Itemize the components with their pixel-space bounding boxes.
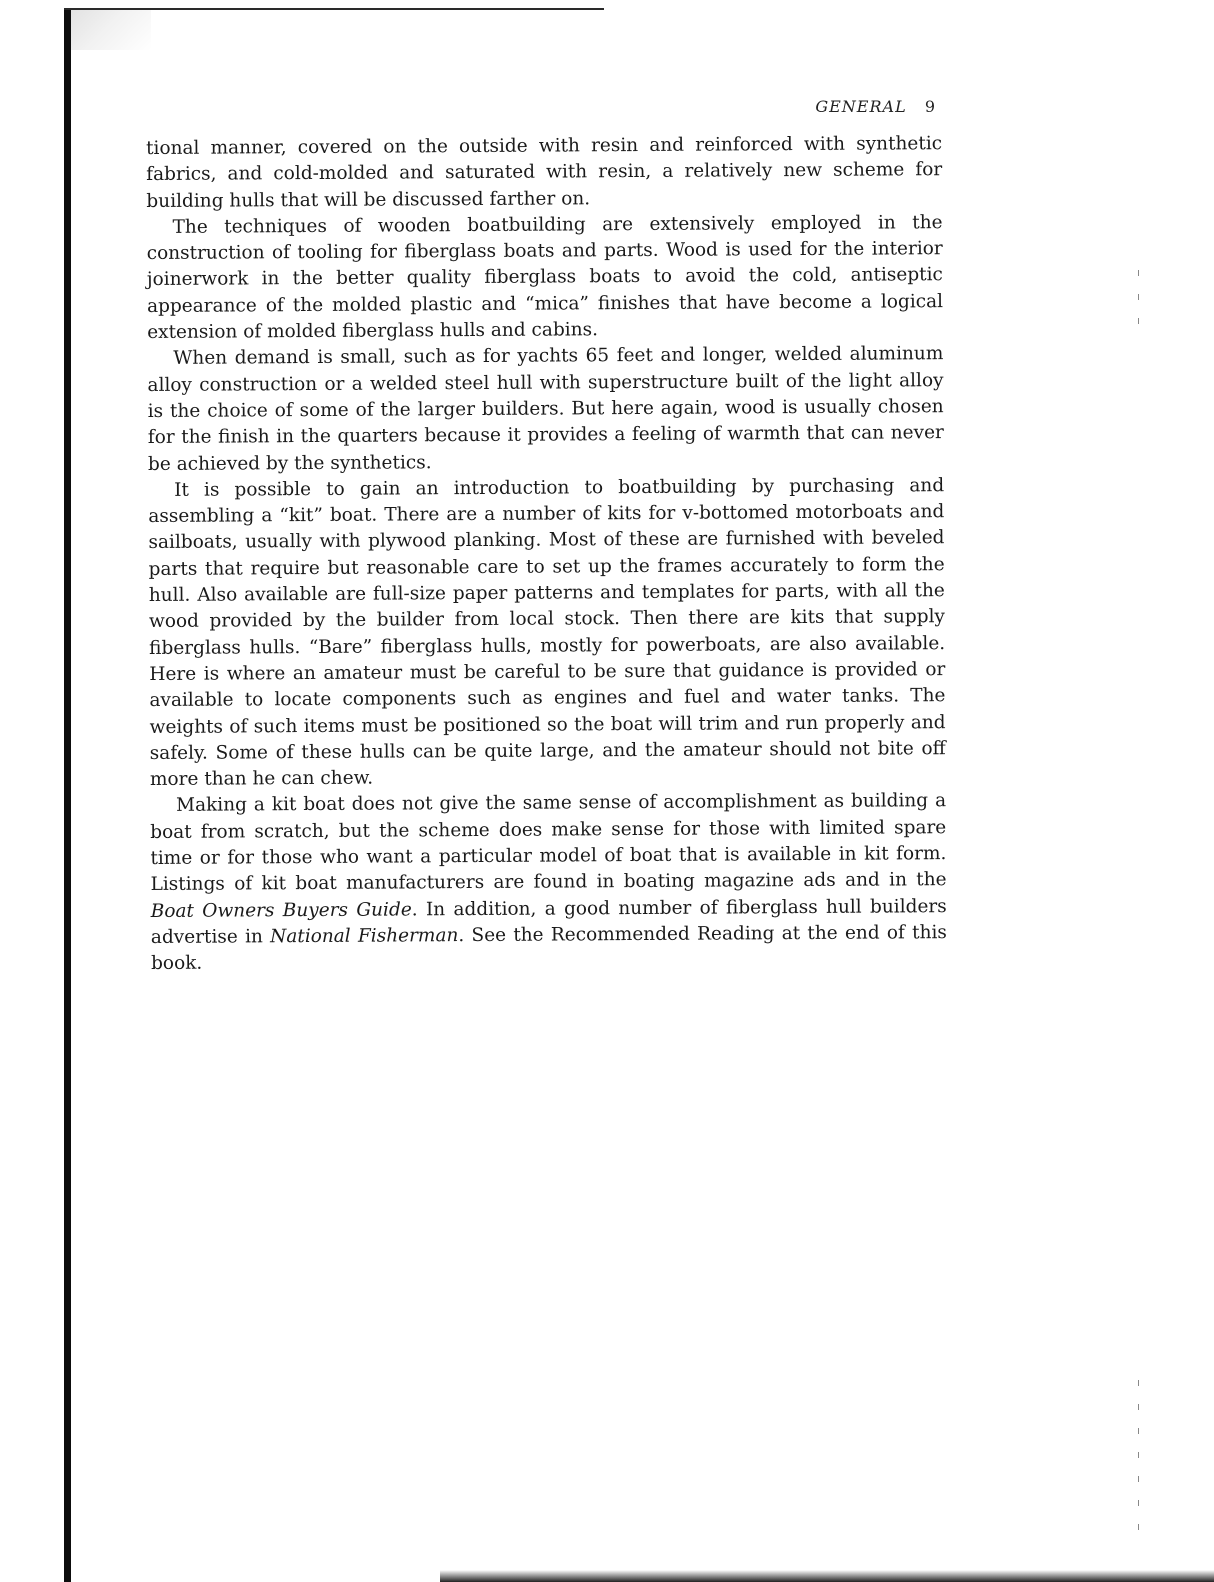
running-head-section: GENERAL	[815, 97, 907, 116]
paragraph-5-text-a: Making a kit boat does not give the same sense of accomplishment as building a boat from scratch, but the scheme does make sense for those with limited spare time or for those who want a particular model of boat that is available in kit form. Listings of kit boat manufacturers are found in boating magazine ads and in the	[150, 790, 947, 896]
paragraph-2: The techniques of wooden boatbuilding are extensively employed in the construction of tooling for fiberglass boats and parts. Wood is used for the interior joinerwork in the better quality fiberglass boats to avoid the cold, antiseptic appearance of the molded plastic and “mica” finishes that have become a logical extension of molded fiberglass hulls and cabins.	[146, 212, 944, 344]
paragraph-5-text-c: . See the Recommended Reading at the end of this book.	[150, 922, 947, 975]
paragraph-5	[150, 789, 947, 978]
paragraph-3: When demand is small, such as for yachts 65 feet and longer, welded aluminum alloy construction or a welded steel hull with superstructure built of the light alloy is the choice of some of the larger builders. But here again, wood is usually chosen for the finish in the quarters because it provides a feeling of warmth that can never be achieved by the synthetics.	[147, 343, 944, 475]
page-body	[146, 131, 947, 977]
paragraph-5-text-b: . In addition, a good number of fiberglass hull builders advertise in	[150, 895, 947, 948]
scan-edge-bottom	[440, 1570, 1214, 1582]
page-number: 9	[924, 97, 936, 116]
scan-specks-upper	[1138, 270, 1139, 330]
paragraph-4: It is possible to gain an introduction to boatbuilding by purchasing and assembling a “kit” boat. There are a number of kits for v-bottomed motorboats and sailboats, usually with plywood planking. Most of these are furnished with beveled parts that require but reasonable care to set up the frames accurately to form the hull. Also available are full-size paper patterns and templates for parts, with all the wood provided by the builder from local stock. Then there are kits that supply fiberglass hulls. “Bare” fiberglass hulls, mostly for powerboats, are also available. Here is where an amateur must be careful to be sure that guidance is provided or available to locate components such as engines and fuel and water tanks. The weights of such items must be positioned so the boat will trim and run properly and safely. Some of these hulls can be quite large, and the amateur should not bite off more than he can chew.	[148, 474, 946, 791]
paragraph-1: tional manner, covered on the outside with resin and reinforced with synthetic fabrics, and cold-molded and saturated with resin, a relatively new scheme for building hulls that will be discussed farther on.	[146, 133, 943, 212]
book-title-buyers-guide: Boat Owners Buyers Guide	[150, 899, 412, 922]
scan-specks-lower	[1138, 1380, 1139, 1530]
running-head	[790, 97, 936, 116]
scan-edge-left	[64, 8, 71, 1582]
scan-corner-smudge	[71, 10, 151, 50]
publication-title-national-fisherman: National Fisherman	[270, 925, 459, 948]
